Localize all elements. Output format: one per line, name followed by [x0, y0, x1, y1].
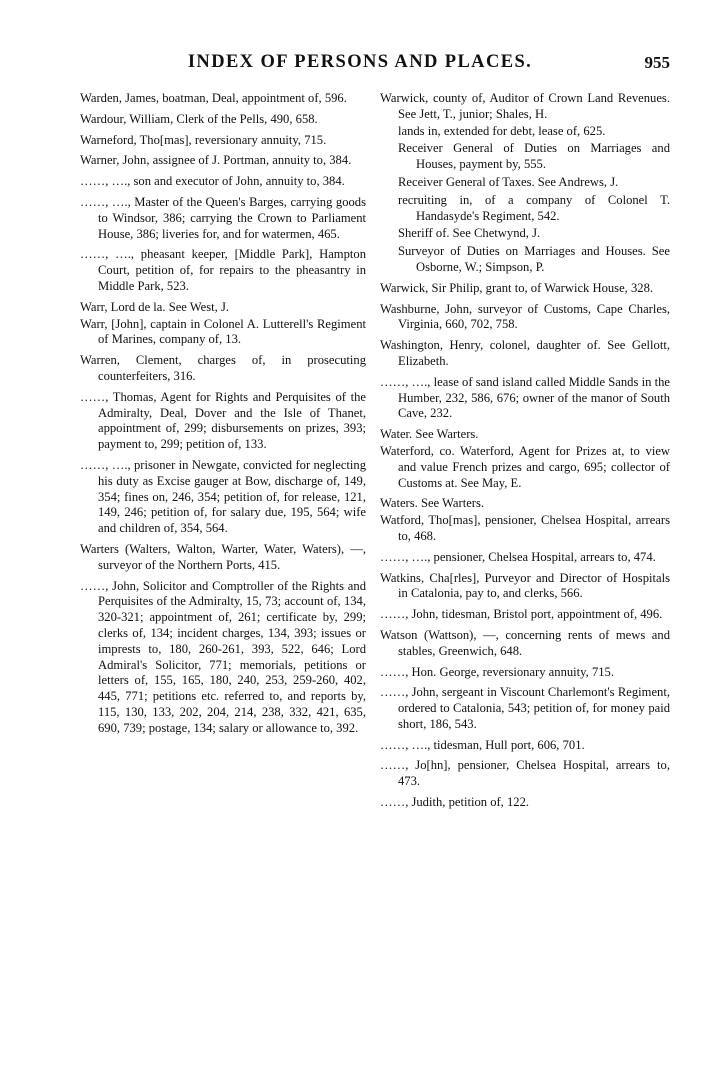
index-entry: ……, Jo[hn], pensioner, Chelsea Hospital, arrears to, 473. — [380, 758, 670, 789]
index-entry: ……, …., son and executor of John, annuity to, 384. — [80, 174, 345, 189]
index-entry: Warr, Lord de la. See West, J. — [80, 299, 230, 314]
index-entry: ……, John, Solicitor and Comptroller of the Rights and Perquisites of the Admiralty, 15, 73; account of, 134, 320-321; appointment of, 261; certificate by, 299; clerks of, 134; incident charges, 134, 393; issues or imprests to, 180, 260-261, 393, 522, 646; Lord Admiral's Solicitor, 771; memorials, petitions or letters of, 155, 165, 180, 240, 253, 259-260, 402, 445, 771; petitions etc. referred to, and reports by, 115, 130, 133, 202, 204, 214, 238, 332, 421, 635, 690, 739; postage, 134; salary or allowance to, 392. — [80, 578, 366, 735]
index-entry: ……, John, tidesman, Bristol port, appointment of, 496. — [380, 607, 663, 622]
index-subentry: lands in, extended for debt, lease of, 625. — [398, 123, 606, 138]
page-title: INDEX OF PERSONS AND PLACES. — [187, 52, 533, 72]
index-entry: Washburne, John, surveyor of Customs, Cape Charles, Virginia, 660, 702, 758. — [380, 301, 670, 332]
index-entry: Water. See Warters. — [380, 427, 479, 442]
index-entry: ……, John, sergeant in Viscount Charlemont's Regiment, ordered to Catalonia, 543; petition of, for money paid short, 186, 543. — [380, 685, 670, 731]
index-entry: Wardour, William, Clerk of the Pells, 490, 658. — [80, 111, 318, 126]
index-subentry: recruiting in, of a company of Colonel T. Handasyde's Regiment, 542. — [398, 192, 670, 223]
index-entry: Warwick, Sir Philip, grant to, of Warwick House, 328. — [380, 280, 654, 295]
index-entry: ……, Judith, petition of, 122. — [380, 795, 530, 810]
index-entry: Warner, John, assignee of J. Portman, annuity to, 384. — [80, 153, 352, 168]
index-entry: ……, …., prisoner in Newgate, convicted for neglecting his duty as Excise gauger at Bow, discharge of, 149, 354; fines on, 246, 354; petition of, for release, 121, 149, 246; petition of, for salary due, 195, 564; wife and children of, 354, 564. — [80, 457, 366, 536]
right-column — [380, 91, 670, 816]
index-entry: Watson (Wattson), —, concerning rents of mews and stables, Greenwich, 648. — [380, 627, 670, 658]
index-subentry: Receiver General of Taxes. See Andrews, J. — [398, 174, 619, 189]
index-entry: Watford, Tho[mas], pensioner, Chelsea Hospital, arrears to, 468. — [380, 513, 670, 543]
index-entry: ……, …., lease of sand island called Middle Sands in the Humber, 232, 586, 676; owner of the manor of South Cave, 232. — [380, 374, 670, 421]
index-entry: Warden, James, boatman, Deal, appointment of, 596. — [80, 91, 347, 105]
index-entry: Warwick, county of, Auditor of Crown Land Revenues. See Jett, T., junior; Shales, H. — [380, 91, 670, 121]
index-entry: Waters. See Warters. — [380, 496, 485, 511]
index-entry: ……, …., tidesman, Hull port, 606, 701. — [380, 737, 585, 752]
index-entry: Warr, [John], captain in Colonel A. Lutterell's Regiment of Marines, company of, 13. — [80, 316, 366, 347]
index-entry: Warters (Walters, Walton, Warter, Water, Waters), —, surveyor of the Northern Ports, 415. — [80, 541, 366, 572]
index-entry: Warneford, Tho[mas], reversionary annuity, 715. — [80, 132, 327, 147]
page-number: 955 — [644, 53, 670, 72]
index-subentry: Surveyor of Duties on Marriages and Houses. See Osborne, W.; Simpson, P. — [398, 244, 670, 274]
index-entry: ……, …., Master of the Queen's Barges, carrying goods to Windsor, 386; carrying the Crown to Parliament House, 386; liveries for, and for watermen, 465. — [80, 194, 366, 241]
index-entry: ……, Hon. George, reversionary annuity, 715. — [380, 664, 614, 679]
left-column — [80, 91, 366, 741]
index-entry: Waterford, co. Waterford, Agent for Prizes at, to view and value French prizes and cargo, 695; collector of Customs at. See May, E. — [380, 443, 670, 490]
index-entry: Washington, Henry, colonel, daughter of. See Gellott, Elizabeth. — [380, 338, 670, 368]
index-subentry: Receiver General of Duties on Marriages and Houses, payment by, 555. — [398, 141, 670, 172]
index-entry: Watkins, Cha[rles], Purveyor and Director of Hospitals in Catalonia, pay to, and clerks, 566. — [380, 570, 670, 601]
index-entry: ……, …., pheasant keeper, [Middle Park], Hampton Court, petition of, for repairs to the pheasantry in Middle Park, 523. — [80, 247, 366, 293]
page-header — [0, 50, 720, 80]
index-entry: ……, Thomas, Agent for Rights and Perquisites of the Admiralty, Deal, Dover and the Isle of Thanet, appointment of, 299; disbursements on prizes, 393; payment to, 299; petition of, 133. — [80, 389, 366, 452]
index-entry: Warren, Clement, charges of, in prosecuting counterfeiters, 316. — [80, 353, 366, 383]
index-entry: ……, …., pensioner, Chelsea Hospital, arrears to, 474. — [380, 549, 656, 564]
index-subentry: Sheriff of. See Chetwynd, J. — [398, 226, 541, 241]
